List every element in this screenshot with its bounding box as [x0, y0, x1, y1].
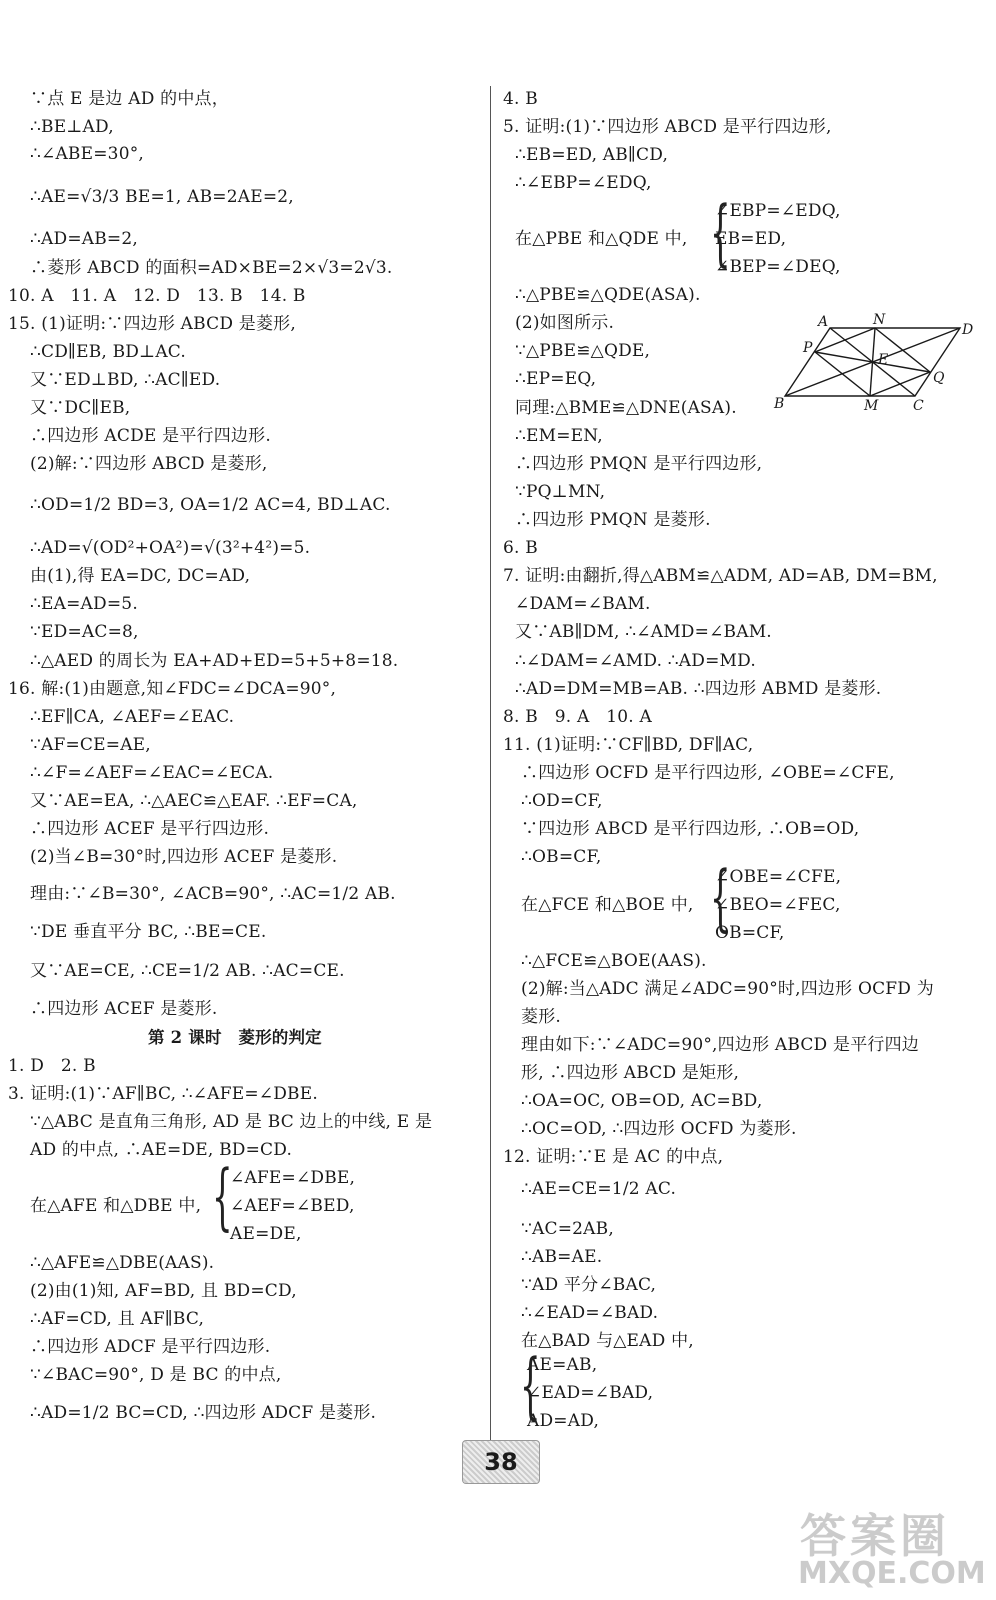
- text-line: 3. 证明:(1)∵AF∥BC, ∴∠AFE=∠DBE.: [8, 1084, 318, 1104]
- text-line: ∴△AED 的周长为 EA+AD+ED=5+5+8=18.: [30, 651, 399, 671]
- text-line: 7. 证明:由翻折,得△ABM≌△ADM, AD=AB, DM=BM,: [503, 566, 938, 586]
- text-line: 由(1),得 EA=DC, DC=AD,: [30, 566, 251, 586]
- text-line: 6. B: [503, 538, 538, 558]
- text-line: ∴AD=1/2 BC=CD, ∴四边形 ADCF 是菱形.: [30, 1403, 377, 1423]
- text-line: 8. B 9. A 10. A: [503, 707, 652, 727]
- system-brace: {: [710, 190, 731, 274]
- text-line: ∵△ABC 是直角三角形, AD 是 BC 边上的中线, E 是: [30, 1112, 433, 1132]
- text-line: ∵四边形 ABCD 是平行四边形, ∴OB=OD,: [521, 819, 860, 839]
- figure-label: N: [873, 312, 886, 328]
- system-brace: {: [520, 1343, 541, 1427]
- text-line: (2)由(1)知, AF=BD, 且 BD=CD,: [30, 1281, 297, 1301]
- text-line: ∠OBE=∠CFE,: [715, 867, 842, 887]
- text-line: 又∵ED⊥BD, ∴AC∥ED.: [30, 370, 221, 390]
- text-line: 又∵DC∥EB,: [30, 398, 131, 418]
- text-line: ∵PQ⊥MN,: [515, 482, 606, 502]
- text-line: ∵AD 平分∠BAC,: [521, 1275, 657, 1295]
- text-line: ∠DAM=∠BAM.: [515, 594, 651, 614]
- text-line: (2)解:∵四边形 ABCD 是菱形,: [30, 454, 268, 474]
- text-line: 在△AFE 和△DBE 中,: [30, 1196, 202, 1216]
- system-brace: {: [710, 855, 731, 939]
- text-line: ∠AFE=∠DBE,: [230, 1168, 356, 1188]
- text-line: ∴AD=√(OD²+OA²)=√(3²+4²)=5.: [30, 538, 311, 558]
- text-line: ∴∠EAD=∠BAD.: [521, 1303, 659, 1323]
- text-line: ∴OD=1/2 BD=3, OA=1/2 AC=4, BD⊥AC.: [30, 495, 391, 515]
- text-line: ∴四边形 ACEF 是平行四边形.: [30, 819, 270, 839]
- text-line: ∴△AFE≌△DBE(AAS).: [30, 1253, 215, 1273]
- text-line: ∴∠DAM=∠AMD. ∴AD=MD.: [515, 651, 756, 671]
- text-line: ∴△FCE≌△BOE(AAS).: [521, 951, 707, 971]
- text-line: ∠BEO=∠FEC,: [715, 895, 841, 915]
- text-line: 理由:∵∠B=30°, ∠ACB=90°, ∴AC=1/2 AB.: [30, 884, 396, 904]
- text-line: ∴四边形 PMQN 是平行四边形,: [515, 454, 763, 474]
- figure-label: Q: [933, 370, 945, 386]
- text-line: 同理:△BME≌△DNE(ASA).: [515, 398, 737, 418]
- text-line: ∴AB=AE.: [521, 1247, 603, 1267]
- text-line: ∴EM=EN,: [515, 426, 603, 446]
- section-heading: 第 2 课时 菱形的判定: [148, 1028, 322, 1047]
- watermark-logo-text: 答案圈: [800, 1509, 950, 1563]
- text-line: ∴AF=CD, 且 AF∥BC,: [30, 1309, 205, 1329]
- text-line: ∵△PBE≌△QDE,: [515, 341, 651, 361]
- figure-label: P: [803, 340, 813, 356]
- system-brace: {: [212, 1154, 233, 1238]
- watermark-url: MXQE.COM: [798, 1556, 986, 1591]
- text-line: ∴CD∥EB, BD⊥AC.: [30, 342, 187, 362]
- figure-label: C: [913, 398, 924, 412]
- text-line: 16. 解:(1)由题意,知∠FDC=∠DCA=90°,: [8, 679, 337, 699]
- page-number-badge: [462, 1440, 540, 1484]
- text-line: ∴OC=OD, ∴四边形 OCFD 为菱形.: [521, 1119, 797, 1139]
- text-line: 15. (1)证明:∵四边形 ABCD 是菱形,: [8, 314, 296, 334]
- figure-label: A: [818, 314, 829, 330]
- text-line: 又∵AE=CE, ∴CE=1/2 AB. ∴AC=CE.: [30, 961, 345, 981]
- text-line: ∵AC=2AB,: [521, 1219, 614, 1239]
- text-line: ∵ED=AC=8,: [30, 622, 139, 642]
- text-line: ∴AD=DM=MB=AB. ∴四边形 ABMD 是菱形.: [515, 679, 882, 699]
- text-line: 又∵AB∥DM, ∴∠AMD=∠BAM.: [515, 622, 772, 642]
- text-line: (2)解:当△ADC 满足∠ADC=90°时,四边形 OCFD 为: [521, 979, 934, 999]
- rhombus-figure: [770, 312, 975, 412]
- text-line: AE=AB,: [527, 1355, 598, 1375]
- text-line: 形, ∴四边形 ABCD 是矩形,: [521, 1063, 740, 1083]
- text-line: ∵∠BAC=90°, D 是 BC 的中点,: [30, 1365, 282, 1385]
- text-line: ∴四边形 ADCF 是平行四边形.: [30, 1337, 271, 1357]
- text-line: AE=DE,: [230, 1224, 302, 1244]
- text-line: ∠EAD=∠BAD,: [527, 1383, 654, 1403]
- figure-label: E: [878, 352, 889, 368]
- text-line: 5. 证明:(1)∵四边形 ABCD 是平行四边形,: [503, 117, 832, 137]
- text-line: ∴OB=CF,: [521, 847, 602, 867]
- text-line: EB=ED,: [715, 229, 787, 249]
- text-line: ∴四边形 ACDE 是平行四边形.: [30, 426, 271, 446]
- text-line: 菱形.: [521, 1007, 562, 1027]
- text-line: ∴∠EBP=∠EDQ,: [515, 173, 652, 193]
- page-number: 38: [484, 1448, 518, 1476]
- text-line: ∴四边形 ACEF 是菱形.: [30, 999, 218, 1019]
- text-line: ∴AD=AB=2,: [30, 229, 139, 249]
- figure-label: M: [864, 398, 879, 412]
- text-line: ∴AE=√3/3 BE=1, AB=2AE=2,: [30, 187, 294, 207]
- text-line: ∴菱形 ABCD 的面积=AD×BE=2×√3=2√3.: [30, 258, 393, 278]
- text-line: ∠BEP=∠DEQ,: [715, 257, 841, 277]
- text-line: AD=AD,: [527, 1411, 600, 1431]
- column-divider: [490, 86, 491, 1471]
- text-line: ∠EBP=∠EDQ,: [715, 201, 841, 221]
- text-line: 1. D 2. B: [8, 1056, 96, 1076]
- text-line: 4. B: [503, 89, 538, 109]
- text-line: ∴∠F=∠AEF=∠EAC=∠ECA.: [30, 763, 274, 783]
- text-line: ∵点 E 是边 AD 的中点，: [30, 89, 229, 109]
- figure-label: D: [962, 322, 974, 338]
- text-line: ∠AEF=∠BED,: [230, 1196, 355, 1216]
- text-line: (2)如图所示.: [515, 313, 615, 333]
- text-line: ∴四边形 PMQN 是菱形.: [515, 510, 711, 530]
- text-line: 在△PBE 和△QDE 中,: [515, 229, 688, 249]
- text-line: ∴四边形 OCFD 是平行四边形, ∠OBE=∠CFE,: [521, 763, 895, 783]
- text-line: 12. 证明:∵E 是 AC 的中点,: [503, 1147, 724, 1167]
- text-line: AD 的中点, ∴AE=DE, BD=CD.: [30, 1140, 293, 1160]
- text-line: ∴EF∥CA, ∠AEF=∠EAC.: [30, 707, 235, 727]
- text-line: 在△FCE 和△BOE 中,: [521, 895, 694, 915]
- figure-label: B: [774, 396, 785, 412]
- text-line: 在△BAD 与△EAD 中,: [521, 1331, 694, 1351]
- text-line: 10. A 11. A 12. D 13. B 14. B: [8, 286, 306, 306]
- text-line: ∵AF=CE=AE,: [30, 735, 151, 755]
- text-line: ∴BE⊥AD,: [30, 117, 114, 137]
- text-line: 11. (1)证明:∵CF∥BD, DF∥AC,: [503, 735, 754, 755]
- text-line: ∵DE 垂直平分 BC, ∴BE=CE.: [30, 922, 267, 942]
- text-line: ∴OA=OC, OB=OD, AC=BD,: [521, 1091, 763, 1111]
- text-line: ∴EP=EQ,: [515, 369, 597, 389]
- text-line: ∴OD=CF,: [521, 791, 603, 811]
- text-line: 又∵AE=EA, ∴△AEC≌△EAF. ∴EF=CA,: [30, 791, 358, 811]
- text-line: OB=CF,: [715, 923, 785, 943]
- text-line: ∴EA=AD=5.: [30, 594, 138, 614]
- text-line: ∴△PBE≌△QDE(ASA).: [515, 285, 701, 305]
- text-line: ∴∠ABE=30°,: [30, 144, 145, 164]
- text-line: ∴AE=CE=1/2 AC.: [521, 1179, 677, 1199]
- text-line: ∴EB=ED, AB∥CD,: [515, 145, 669, 165]
- text-line: 理由如下:∵∠ADC=90°,四边形 ABCD 是平行四边: [521, 1035, 919, 1055]
- text-line: (2)当∠B=30°时,四边形 ACEF 是菱形.: [30, 847, 338, 867]
